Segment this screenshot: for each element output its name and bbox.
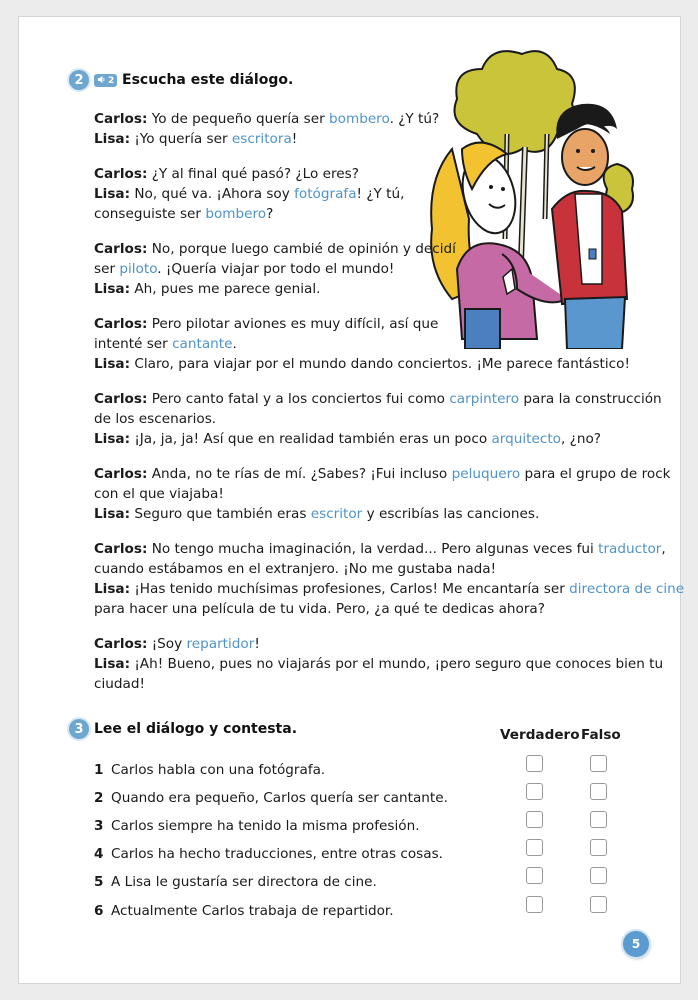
- page-number: 5: [623, 931, 649, 957]
- dialogue-text-segment: No tengo mucha imaginación, la verdad... Pero algunas veces fui: [147, 541, 599, 557]
- profession-keyword: repartidor: [186, 636, 255, 652]
- true-checkbox[interactable]: [526, 867, 543, 884]
- dialogue-text-segment: . ¿Y tú?: [389, 111, 440, 127]
- question-number: 2: [94, 790, 104, 806]
- profession-keyword: carpintero: [449, 391, 520, 407]
- dialogue-text-segment: Seguro que también eras: [130, 506, 311, 522]
- speaker-name: Carlos:: [94, 466, 148, 482]
- dialogue-text-segment: ¡Soy: [147, 636, 187, 652]
- audio-track-badge[interactable]: [94, 74, 117, 87]
- speaker-name: Carlos:: [94, 111, 148, 127]
- dialogue-text-segment: . ¡Quería viajar por todo el mundo!: [157, 261, 395, 277]
- profession-keyword: escritora: [231, 131, 292, 147]
- false-checkbox[interactable]: [590, 896, 607, 913]
- dialogue-line: [94, 129, 439, 149]
- speaker-name: Carlos:: [94, 636, 148, 652]
- question-number: 3: [94, 818, 104, 834]
- dialogue-text-segment: con el que viajaba!: [94, 486, 224, 502]
- speaker-name: Carlos:: [94, 541, 148, 557]
- question-number: 4: [94, 846, 104, 862]
- dialogue-line: [94, 184, 404, 204]
- workbook-page: [18, 16, 685, 984]
- profession-keyword: traductor: [598, 541, 662, 557]
- true-checkbox[interactable]: [526, 755, 543, 772]
- dialogue-block: [94, 464, 671, 524]
- dialogue-line: [94, 504, 671, 524]
- dialogue-line: [94, 674, 663, 694]
- dialogue-line: [94, 164, 404, 184]
- dialogue-text-segment: cuando estábamos en el extranjero. ¡No me gustaba nada!: [94, 561, 497, 577]
- profession-keyword: bombero: [329, 111, 390, 127]
- dialogue-text-segment: ?: [266, 206, 274, 222]
- profession-keyword: piloto: [119, 261, 158, 277]
- carlos-figure: [552, 104, 627, 349]
- dialogue-text-segment: para hacer una película de tu vida. Pero, ¿a qué te dedicas ahora?: [94, 601, 545, 617]
- dialogue-text-segment: ,: [661, 541, 666, 557]
- dialogue-illustration: [407, 39, 637, 349]
- dialogue-text-segment: ciudad!: [94, 676, 145, 692]
- dialogue-line: [94, 654, 663, 674]
- profession-keyword: fotógrafa: [294, 186, 357, 202]
- speaker-name: Carlos:: [94, 241, 148, 257]
- dialogue-block: [94, 164, 404, 224]
- speaker-icon: [97, 75, 106, 87]
- false-checkbox[interactable]: [590, 811, 607, 828]
- question-text: Actualmente Carlos trabaja de repartidor.: [111, 903, 394, 919]
- false-checkbox[interactable]: [590, 867, 607, 884]
- speaker-name: Lisa:: [94, 281, 131, 297]
- dialogue-text-segment: Pero pilotar aviones es muy difícil, así que: [147, 316, 439, 332]
- dialogue-block: [94, 239, 456, 299]
- true-checkbox[interactable]: [526, 839, 543, 856]
- question-row: [94, 846, 634, 868]
- dialogue-text-segment: para la construcción: [519, 391, 662, 407]
- column-header-true: Verdadero: [500, 727, 580, 743]
- exercise-2-number: 2: [69, 70, 89, 90]
- dialogue-text-segment: ¿Y al final qué pasó? ¿Lo eres?: [147, 166, 359, 182]
- question-number: 6: [94, 903, 104, 919]
- dialogue-line: [94, 259, 456, 279]
- dialogue-line: [94, 579, 684, 599]
- question-number: 5: [94, 874, 104, 890]
- dialogue-text-segment: Claro, para viajar por el mundo dando conciertos. ¡Me parece fantástico!: [130, 356, 630, 372]
- audio-track-number: 2: [108, 75, 115, 86]
- dialogue-text-segment: conseguiste ser: [94, 206, 206, 222]
- question-row: [94, 762, 634, 784]
- dialogue-text-segment: ! ¿Y tú,: [356, 186, 405, 202]
- question-text: Carlos habla con una fotógrafa.: [111, 762, 326, 778]
- question-text: Carlos siempre ha tenido la misma profesión.: [111, 818, 420, 834]
- question-row: [94, 818, 634, 840]
- dialogue-text-segment: !: [291, 131, 298, 147]
- profession-keyword: peluquero: [451, 466, 521, 482]
- false-checkbox[interactable]: [590, 755, 607, 772]
- dialogue-text-segment: Anda, no te rías de mí. ¿Sabes? ¡Fui incluso: [147, 466, 452, 482]
- false-checkbox[interactable]: [590, 783, 607, 800]
- dialogue-text-segment: Ah, pues me parece genial.: [130, 281, 321, 297]
- true-checkbox[interactable]: [526, 896, 543, 913]
- speaker-name: Lisa:: [94, 356, 131, 372]
- dialogue-line: [94, 539, 684, 559]
- dialogue-text-segment: de los escenarios.: [94, 411, 217, 427]
- profession-keyword: directora de cine: [569, 581, 685, 597]
- profession-keyword: cantante: [172, 336, 233, 352]
- dialogue-line: [94, 409, 662, 429]
- exercise-2-title: Escucha este diálogo.: [122, 72, 294, 88]
- speaker-name: Carlos:: [94, 166, 148, 182]
- dialogue-text-segment: !: [254, 636, 260, 652]
- dialogue-line: [94, 484, 671, 504]
- question-text: A Lisa le gustaría ser directora de cine.: [111, 874, 377, 890]
- speaker-name: Carlos:: [94, 391, 148, 407]
- dialogue-text-segment: intenté ser: [94, 336, 173, 352]
- dialogue-block: [94, 539, 684, 619]
- dialogue-block: [94, 109, 439, 149]
- dialogue-text-segment: ¡Ja, ja, ja! Así que en realidad también eras un poco: [130, 431, 492, 447]
- dialogue-line: [94, 634, 663, 654]
- dialogue-line: [94, 599, 684, 619]
- dialogue-line: [94, 389, 662, 409]
- exercise-3-title: Lee el diálogo y contesta.: [94, 721, 298, 737]
- profession-keyword: arquitecto: [491, 431, 561, 447]
- false-checkbox[interactable]: [590, 839, 607, 856]
- dialogue-block: [94, 634, 663, 694]
- column-header-false: Falso: [581, 727, 621, 743]
- dialogue-block: [94, 389, 662, 449]
- dialogue-line: [94, 354, 630, 374]
- profession-keyword: escritor: [310, 506, 363, 522]
- dialogue-text-segment: ¡Yo quería ser: [130, 131, 232, 147]
- dialogue-line: [94, 279, 456, 299]
- dialogue-text-segment: ser: [94, 261, 120, 277]
- dialogue-line: [94, 334, 630, 354]
- dialogue-block: [94, 314, 630, 374]
- dialogue-text-segment: y escribías las canciones.: [362, 506, 540, 522]
- exercise-3-number: 3: [69, 719, 89, 739]
- speaker-name: Lisa:: [94, 131, 131, 147]
- question-row: [94, 790, 634, 812]
- dialogue-line: [94, 239, 456, 259]
- profession-keyword: bombero: [205, 206, 267, 222]
- dialogue-text-segment: No, porque luego cambié de opinión y decidí: [147, 241, 456, 257]
- dialogue-line: [94, 429, 662, 449]
- speaker-name: Lisa:: [94, 581, 131, 597]
- dialogue-line: [94, 464, 671, 484]
- dialogue-line: [94, 314, 630, 334]
- true-checkbox[interactable]: [526, 783, 543, 800]
- question-row: [94, 874, 634, 896]
- speaker-name: Carlos:: [94, 316, 148, 332]
- dialogue-text-segment: Pero canto fatal y a los conciertos fui como: [147, 391, 450, 407]
- dialogue-line: [94, 204, 404, 224]
- question-text: Carlos ha hecho traducciones, entre otras cosas.: [111, 846, 443, 862]
- speaker-name: Lisa:: [94, 506, 131, 522]
- dialogue-text-segment: No, qué va. ¡Ahora soy: [130, 186, 295, 202]
- question-text: Quando era pequeño, Carlos quería ser cantante.: [111, 790, 448, 806]
- speaker-name: Lisa:: [94, 656, 131, 672]
- dialogue-text-segment: ¡Has tenido muchísimas profesiones, Carlos! Me encantaría ser: [130, 581, 570, 597]
- dialogue-line: [94, 559, 684, 579]
- dialogue-text-segment: Yo de pequeño quería ser: [147, 111, 329, 127]
- true-checkbox[interactable]: [526, 811, 543, 828]
- dialogue-text-segment: .: [232, 336, 237, 352]
- dialogue-text-segment: , ¿no?: [560, 431, 601, 447]
- dialogue-text-segment: para el grupo de rock: [520, 466, 671, 482]
- question-row: [94, 903, 634, 925]
- speaker-name: Lisa:: [94, 431, 131, 447]
- question-number: 1: [94, 762, 104, 778]
- dialogue-line: [94, 109, 439, 129]
- dialogue-text-segment: ¡Ah! Bueno, pues no viajarás por el mundo, ¡pero seguro que conoces bien tu: [130, 656, 664, 672]
- speaker-name: Lisa:: [94, 186, 131, 202]
